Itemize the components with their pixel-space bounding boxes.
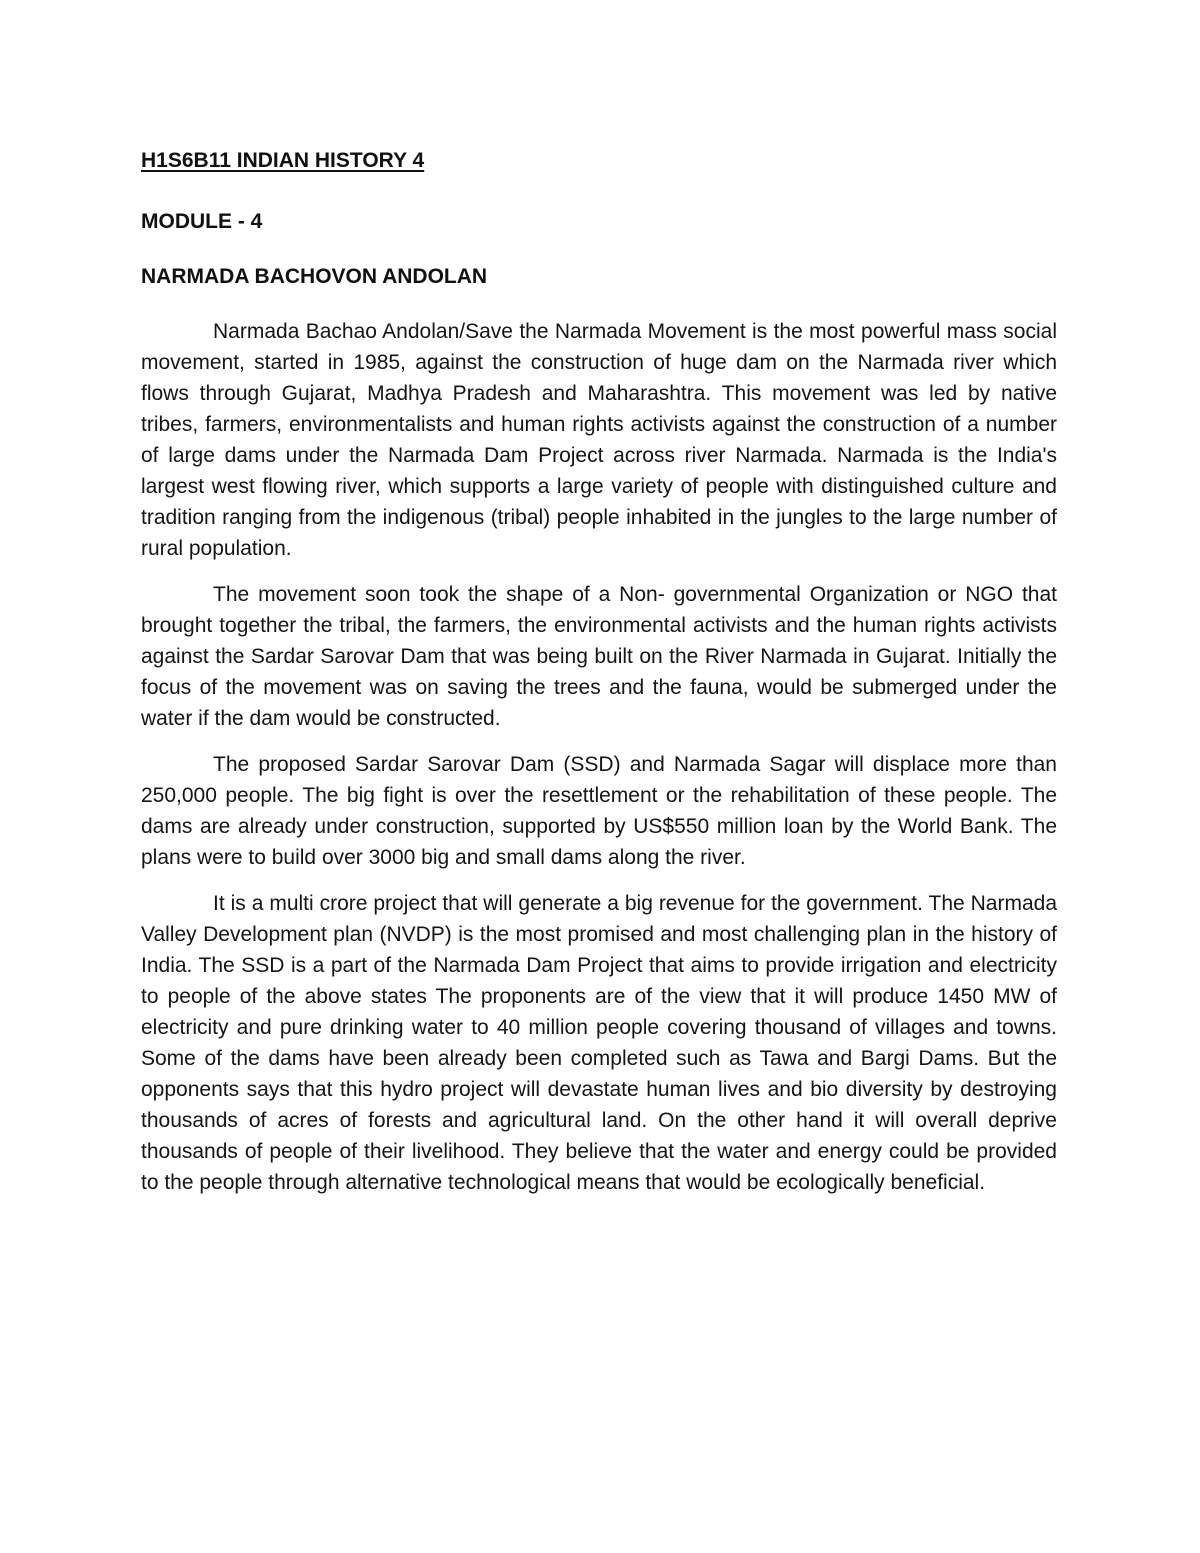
course-title: H1S6B11 INDIAN HISTORY 4: [141, 149, 425, 172]
document-body: [141, 316, 1057, 1213]
paragraph-4: It is a multi crore project that will generate a big revenue for the government. The Narmada Valley Development plan (NVDP) is the most promised and most challenging plan in the history of India. The SSD is a part of the Narmada Dam Project that aims to provide irrigation and electricity to people of the above states The proponents are of the view that it will produce 1450 MW of electricity and pure drinking water to 40 million people covering thousand of villages and towns. Some of the dams have been already been completed such as Tawa and Bargi Dams. But the opponents says that this hydro project will devastate human lives and bio diversity by destroying thousands of acres of forests and agricultural land. On the other hand it will overall deprive thousands of people of their livelihood. They believe that the water and energy could be provided to the people through alternative technological means that would be ecologically beneficial.: [141, 892, 1057, 1194]
paragraph-1: Narmada Bachao Andolan/Save the Narmada Movement is the most powerful mass social movement, started in 1985, against the construction of huge dam on the Narmada river which flows through Gujarat, Madhya Pradesh and Maharashtra. This movement was led by native tribes, farmers, environmentalists and human rights activists against the construction of a number of large dams under the Narmada Dam Project across river Narmada. Narmada is the India's largest west flowing river, which supports a large variety of people with distinguished culture and tradition ranging from the indigenous (tribal) people inhabited in the jungles to the large number of rural population.: [141, 320, 1057, 560]
section-title: NARMADA BACHOVON ANDOLAN: [141, 265, 488, 288]
paragraph-3: The proposed Sardar Sarovar Dam (SSD) and Narmada Sagar will displace more than 250,000 people. The big fight is over the resettlement or the rehabilitation of these people. The dams are already under construction, supported by US$550 million loan by the World Bank. The plans were to build over 3000 big and small dams along the river.: [141, 753, 1057, 869]
paragraph-2: The movement soon took the shape of a Non- governmental Organization or NGO that brought together the tribal, the farmers, the environmental activists and the human rights activists against the Sardar Sarovar Dam that was being built on the River Narmada in Gujarat. Initially the focus of the movement was on saving the trees and the fauna, would be submerged under the water if the dam would be constructed.: [141, 583, 1057, 730]
module-title: MODULE - 4: [141, 210, 263, 233]
